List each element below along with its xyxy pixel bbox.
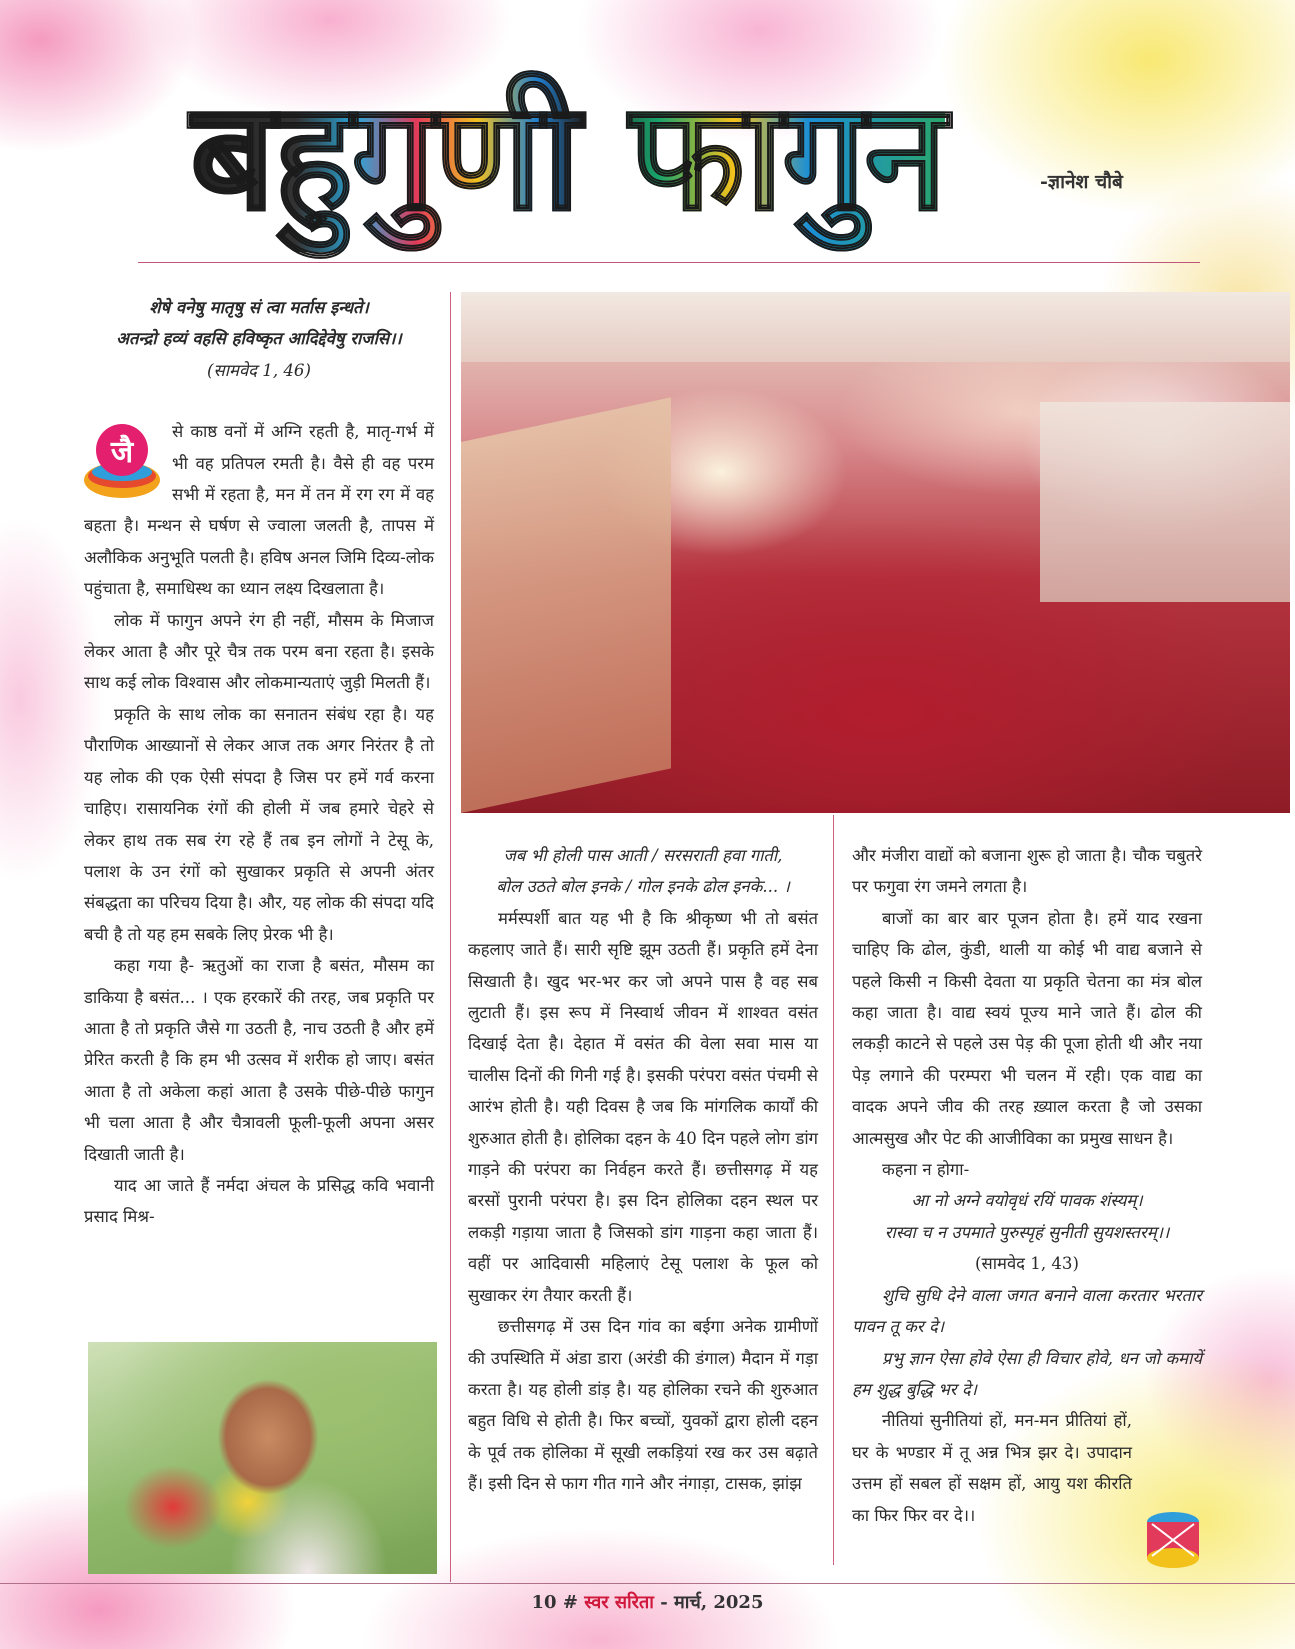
col2-paragraph-2: छत्तीसगढ़ में उस दिन गांव का बईगा अनेक ग्रामीणों की उपस्थिति में अंडा डारा (अरंडी की डंगाल) मैदान में गड़ा करता है। यह होली डांड़ है। यह होलिका रचने की शुरुआत बहुत विधि से होती है। फिर बच्चों, युवकों द्वारा होली दहन के पूर्व तक होलिका में सूखी लकड़ियां रख कर उस बढ़ाते हैं। इसी दिन से फाग गीत गाने और नंगाड़ा, टासक, झांझ bbox=[468, 1317, 818, 1494]
column-2 bbox=[468, 840, 818, 1500]
col1-paragraph-4: कहा गया है- ऋतुओं का राजा है बसंत, मौसम का डाकिया है बसंत... । एक हरकारें की तरह, जब प्रकृति पर आता है तो प्रकृति जैसे गा उठती है, नाच उठती है और हमें प्रेरित करती है कि हम भी उत्सव में शरीक हो जाए। बसंत आता है तो अकेला कहां आता है उसके पीछे-पीछे फागुन भी चला आता है और चैत्रावली फूली-फूली अपना असर दिखाती जाती है। bbox=[84, 956, 434, 1164]
col1-paragraph-5: याद आ जाते हैं नर्मदा अंचल के प्रसिद्ध कवि भवानी प्रसाद मिश्र- bbox=[84, 1175, 434, 1227]
column-3 bbox=[852, 840, 1202, 1531]
holi-pot-icon bbox=[82, 420, 166, 504]
footer-divider bbox=[0, 1583, 1295, 1584]
holi-crowd-photo bbox=[461, 292, 1290, 813]
page-title: बहुगुणी फागुन bbox=[190, 62, 945, 252]
magazine-name: स्वर सरिता bbox=[584, 1592, 654, 1613]
col3-sanskrit-source: (सामवेद 1, 43) bbox=[975, 1254, 1079, 1274]
epigraph-source: (सामवेद 1, 46) bbox=[207, 360, 311, 380]
col3-paragraph-3: कहना न होगा- bbox=[882, 1160, 970, 1180]
epigraph-line-2: अतन्द्रो हव्यं वहसि हविष्कृत आदिद्देवेषु राजसि।। bbox=[116, 328, 402, 349]
page-number: 10 # bbox=[531, 1592, 578, 1613]
epigraph-line-1: शेषे वनेषु मातृषु सं त्वा मर्तास इन्धते। bbox=[149, 297, 369, 317]
drum-icon bbox=[1138, 1508, 1208, 1570]
col2-verse-line-2: बोल उठते बोल इनके / गोल इनके ढोल इनके... । bbox=[496, 877, 790, 897]
dropcap-letter: जै bbox=[110, 435, 134, 471]
col1-paragraph-2: लोक में फागुन अपने रंग ही नहीं, मौसम के मिजाज लेकर आता है और पूरे चैत्र तक परम बना रहता है। इसके साथ कई लोक विश्वास और लोकमान्यताएं जुड़ी मिलती हैं। bbox=[84, 610, 434, 693]
col3-paragraph-1: और मंजीरा वाद्यों को बजाना शुरू हो जाता है। चौक चबुतरे पर फगुवा रंग जमने लगता है। bbox=[852, 846, 1202, 897]
author-name: -ज्ञानेश चौबे bbox=[1040, 171, 1123, 193]
issue-date: - मार्च, 2025 bbox=[660, 1592, 764, 1613]
column-1 bbox=[84, 292, 434, 1233]
col2-verse-line-1: जब भी होली पास आती / सरसराती हवा गाती, bbox=[503, 846, 783, 865]
col1-paragraph-3: प्रकृति के साथ लोक का सनातन संबंध रहा है। यह पौराणिक आख्यानों से लेकर आज तक अगर निरंतर है तो यह लोक की एक ऐसी संपदा है जिस पर हमें गर्व करना चाहिए। रासायनिक रंगों की होली में जब हमारे चेहरे से लेकर हाथ तक सब रंग रहे हैं तब इन लोगों ने टेसू के, पलाश के उन रंगों को सुखाकर प्रकृति से अपनी अंतर संबद्धता का परिचय दिया है। और, यह लोक की संपदा यदि बची है तो यह हम सबके लिए प्रेरक भी है। bbox=[84, 704, 434, 944]
title-divider bbox=[138, 262, 1200, 263]
title-block bbox=[190, 62, 990, 262]
col3-poem-line-2: प्रभु ज्ञान ऐसा होवे ऐसा ही विचार होवे, धन जो कमायें हम शुद्ध बुद्धि भर दे। bbox=[852, 1348, 1202, 1399]
child-with-water-gun-photo bbox=[88, 1342, 437, 1574]
col1-paragraph-1: से काष्ठ वनों में अग्नि रहती है, मातृ-गर्भ में भी वह प्रतिपल रमती है। वैसे ही वह परम सभी में रहता है, मन में तन में रग रग में वह बहता है। मन्थन से घर्षण से ज्वाला जलती है, तापस में अलौकिक अनुभूति पलती है। हविष अनल जिमि दिव्य-लोक पहुंचाता है, समाधिस्थ का ध्यान लक्ष्य दिखलाता है। bbox=[84, 422, 434, 599]
dropcap-badge bbox=[82, 420, 166, 504]
page-footer bbox=[0, 1590, 1295, 1614]
col3-poem-line-1: शुचि सुधि देने वाला जगत बनाने वाला करतार भरतार पावन तू कर दे। bbox=[852, 1285, 1202, 1337]
column-divider-2 bbox=[833, 815, 834, 1565]
col3-paragraph-2: बाजों का बार बार पूजन होता है। हमें याद रखना चाहिए कि ढोल, कुंडी, थाली या कोई भी वाद्य बजाने से पहले किसी न किसी देवता या प्रकृति चेतना का मंत्र बोल कहा जाता है। वाद्य स्वयं पूज्य माने जाते हैं। ढोल की लकड़ी काटने से पहले उस पेड़ की पूजा होती थी और नया पेड़ लगाने की परम्परा भी चलन में रही। एक वाद्य का वादक अपने जीव की तरह ख़्याल करता है जो उसका आत्मसुख और पेट की आजीविका का प्रमुख साधन है। bbox=[852, 908, 1202, 1148]
column-divider-1 bbox=[450, 292, 451, 1582]
col3-sanskrit-line-1: आ नो अग्ने वयोवृधं रयिं पावक शंस्यम्। bbox=[911, 1191, 1143, 1211]
col3-closing-paragraph: नीतियां सुनीतियां हों, मन-मन प्रीतियां हों, घर के भण्डार में तू अन्न भित्र झर दे। उपादान उत्तम हों सबल हों सक्षम हों, आयु यश कीरति का फिर फिर वर दे।। bbox=[852, 1411, 1132, 1525]
col3-sanskrit-line-2: रास्वा च न उपमाते पुरुस्पृहं सुनीती सुयशस्तरम्।। bbox=[884, 1222, 1170, 1242]
col2-paragraph-1: मर्मस्पर्शी बात यह भी है कि श्रीकृष्ण भी तो बसंत कहलाए जाते हैं। सारी सृष्टि झूम उठती हैं। प्रकृति हमें देना सिखाती है। खुद भर-भर कर जो अपने पास है वह सब लुटाती हैं। इस रूप में निस्वार्थ जीवन में शाश्वत वसंत दिखाई देता है। देहात में वसंत की वेला सवा मास या चालीस दिनों की गिनी गई है। इसकी परंपरा वसंत पंचमी से आरंभ होती है। यही दिवस है जब कि मांगलिक कार्यों की शुरुआत होती है। होलिका दहन के 40 दिन पहले लोग डांग गाड़ने की परंपरा का निर्वहन करते हैं। छत्तीसगढ़ में यह बरसों पुरानी परंपरा है। इस दिन होलिका दहन स्थल पर लकड़ी गड़ाया जाता है जिसको डांग गाड़ना कहा जाता हैं। वहीं पर आदिवासी महिलाएं टेसू पलाश के फूल को सुखाकर रंग तैयार करती हैं। bbox=[468, 908, 818, 1305]
